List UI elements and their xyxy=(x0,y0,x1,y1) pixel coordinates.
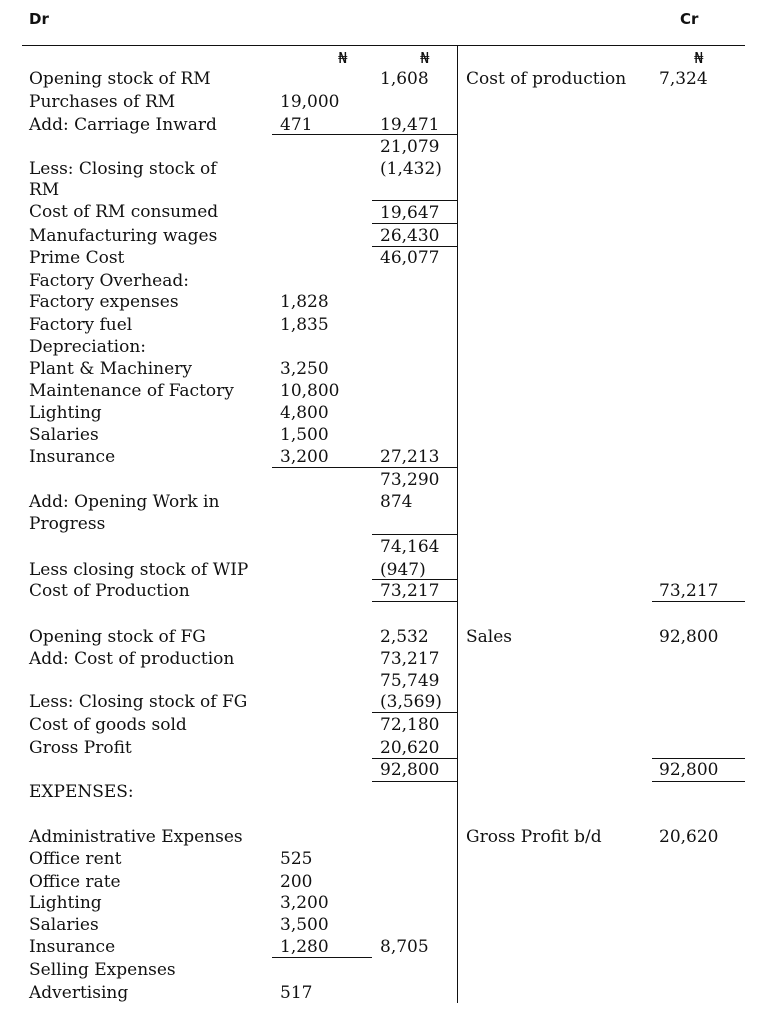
amount-detail: 1,280 xyxy=(280,937,329,957)
subtotal-rule xyxy=(272,134,458,135)
amount-detail: 200 xyxy=(280,872,313,892)
section-label: Factory Overhead: xyxy=(29,271,189,291)
row-label: Factory fuel xyxy=(29,315,133,335)
amount-total: 874 xyxy=(380,492,413,512)
row-label: Advertising xyxy=(29,983,129,1003)
total-rule xyxy=(372,601,458,602)
row-label: Cost of RM consumed xyxy=(29,202,219,222)
row-label: Lighting xyxy=(29,403,102,423)
amount-total: 92,800 xyxy=(380,760,440,780)
subtotal-rule xyxy=(372,712,458,713)
amount-total: 73,290 xyxy=(380,470,440,490)
subtotal-rule xyxy=(372,200,458,201)
amount-detail: 4,800 xyxy=(280,403,329,423)
amount-total: 20,620 xyxy=(380,738,440,758)
amount-total: 26,430 xyxy=(380,226,440,246)
subtotal-rule xyxy=(372,579,458,580)
credit-amount: 7,324 xyxy=(659,69,708,89)
credit-amount: 73,217 xyxy=(659,581,719,601)
row-label: Opening stock of FG xyxy=(29,627,206,647)
section-label: Selling Expenses xyxy=(29,960,176,980)
row-label: Manufacturing wages xyxy=(29,226,218,246)
amount-detail: 3,200 xyxy=(280,447,329,467)
amount-total: 74,164 xyxy=(380,537,440,557)
row-label: Add: Opening Work in xyxy=(29,492,220,512)
row-label: Salaries xyxy=(29,425,99,445)
total-rule xyxy=(372,758,458,759)
subtotal-rule xyxy=(372,534,458,535)
row-label: Less closing stock of WIP xyxy=(29,560,249,580)
row-label: Less: Closing stock of FG xyxy=(29,692,248,712)
debit-header: Dr xyxy=(29,10,49,28)
amount-detail: 3,250 xyxy=(280,359,329,379)
amount-total: (1,432) xyxy=(380,159,442,179)
row-label: Factory expenses xyxy=(29,292,179,312)
credit-header: Cr xyxy=(680,10,699,28)
amount-detail: 3,200 xyxy=(280,893,329,913)
amount-total: (947) xyxy=(380,560,426,580)
credit-amount: 20,620 xyxy=(659,827,719,847)
amount-total: 75,749 xyxy=(380,671,440,691)
total-rule xyxy=(372,781,458,782)
credit-label: Sales xyxy=(466,627,513,647)
naira-symbol-col2: ₦ xyxy=(420,49,430,67)
credit-amount: 92,800 xyxy=(659,760,719,780)
amount-detail: 1,500 xyxy=(280,425,329,445)
total-rule-right xyxy=(652,781,745,782)
credit-amount: 92,800 xyxy=(659,627,719,647)
amount-total: 1,608 xyxy=(380,69,429,89)
credit-label: Gross Profit b/d xyxy=(466,827,602,847)
amount-detail: 3,500 xyxy=(280,915,329,935)
row-label: Gross Profit xyxy=(29,738,132,758)
row-label: Lighting xyxy=(29,893,102,913)
section-heading: EXPENSES: xyxy=(29,782,134,802)
amount-total: 19,647 xyxy=(380,203,440,223)
amount-detail: 1,835 xyxy=(280,315,329,335)
subtotal-rule xyxy=(372,223,458,224)
top-rule xyxy=(22,45,745,46)
row-label: Add: Carriage Inward xyxy=(29,115,217,135)
section-label: Administrative Expenses xyxy=(29,827,243,847)
row-label: Add: Cost of production xyxy=(29,649,235,669)
row-label: Purchases of RM xyxy=(29,92,176,112)
total-rule-right xyxy=(652,601,745,602)
row-label: Office rent xyxy=(29,849,122,869)
amount-total: 21,079 xyxy=(380,137,440,157)
row-label: Prime Cost xyxy=(29,248,125,268)
amount-detail: 19,000 xyxy=(280,92,340,112)
amount-detail: 10,800 xyxy=(280,381,340,401)
row-label: Insurance xyxy=(29,447,116,467)
amount-total: 73,217 xyxy=(380,649,440,669)
row-label: Insurance xyxy=(29,937,116,957)
row-label: Maintenance of Factory xyxy=(29,381,234,401)
row-label: Cost of goods sold xyxy=(29,715,187,735)
row-label: Cost of Production xyxy=(29,581,190,601)
subtotal-rule xyxy=(372,246,458,247)
row-label: Office rate xyxy=(29,872,121,892)
center-divider xyxy=(457,45,458,1003)
section-label: Depreciation: xyxy=(29,337,147,357)
amount-total: 19,471 xyxy=(380,115,440,135)
amount-total: 72,180 xyxy=(380,715,440,735)
amount-detail: 1,828 xyxy=(280,292,329,312)
amount-detail: 471 xyxy=(280,115,313,135)
subtotal-rule xyxy=(272,467,458,468)
subtotal-rule xyxy=(272,957,372,958)
naira-symbol-right: ₦ xyxy=(694,49,704,67)
amount-total: 8,705 xyxy=(380,937,429,957)
row-label: Less: Closing stock of xyxy=(29,159,217,179)
amount-detail: 525 xyxy=(280,849,313,869)
row-label-continued: RM xyxy=(29,180,60,200)
amount-total: 73,217 xyxy=(380,581,440,601)
row-label: Opening stock of RM xyxy=(29,69,211,89)
amount-total: (3,569) xyxy=(380,692,442,712)
naira-symbol-col1: ₦ xyxy=(338,49,348,67)
amount-detail: 517 xyxy=(280,983,313,1003)
row-label-continued: Progress xyxy=(29,514,106,534)
amount-total: 2,532 xyxy=(380,627,429,647)
row-label: Salaries xyxy=(29,915,99,935)
credit-label: Cost of production xyxy=(466,69,627,89)
total-rule-right xyxy=(652,758,745,759)
amount-total: 46,077 xyxy=(380,248,440,268)
row-label: Plant & Machinery xyxy=(29,359,192,379)
amount-total: 27,213 xyxy=(380,447,440,467)
